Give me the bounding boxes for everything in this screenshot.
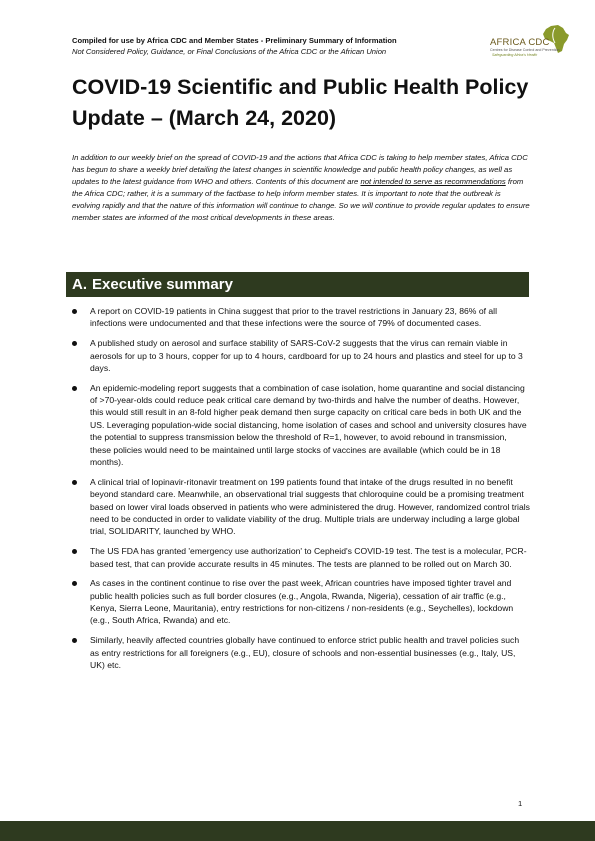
logo-name: AFRICA CDC xyxy=(490,37,550,48)
list-item-text: A report on COVID-19 patients in China suggest that prior to the travel restrictions in January 23, 86% of all infections were undocumented and that these infections were the source of 79% of documented cases. xyxy=(90,306,497,329)
list-item-text: A published study on aerosol and surface stability of SARS-CoV-2 suggests that the virus can remain viable in aerosols for up to 3 hours, copper for up to 4 hours, cardboard for up to 24 hours and plastics and steel for up to 3 days. xyxy=(90,338,523,373)
bullet-icon xyxy=(72,480,77,485)
intro-text-end: from the Africa CDC; rather, it is a summary of the factbase to help inform member states. It is important to note that the outbreak is evolving rapidly and that the nature of this information will continue to change. So we will continue to provide regular updates to ensure member states are informed of the most critical developments in these areas. xyxy=(72,177,530,223)
executive-summary-list xyxy=(72,305,530,679)
bullet-icon xyxy=(72,581,77,586)
section-heading-bar xyxy=(66,272,529,297)
logo-motto: Safeguarding Africa's Health xyxy=(492,53,538,57)
header-compiled-note: Compiled for use by Africa CDC and Member States - Preliminary Summary of Information xyxy=(72,36,397,45)
bullet-icon xyxy=(72,341,77,346)
list-item-text: Similarly, heavily affected countries globally have continued to enforce strict public health and travel policies such as entry restrictions for all foreigners (e.g., EU), closure of schools and non-essential businesses (e.g., Italy, US, UK) etc. xyxy=(90,635,520,670)
section-title: Executive summary xyxy=(92,276,233,293)
bullet-icon xyxy=(72,549,77,554)
list-item xyxy=(72,382,530,469)
list-item xyxy=(72,305,530,330)
intro-underlined-phrase: not intended to serve as recommendations xyxy=(360,177,506,187)
list-item xyxy=(72,337,530,374)
header-disclaimer: Not Considered Policy, Guidance, or Final Conclusions of the Africa CDC or the African Union xyxy=(72,47,387,56)
africa-cdc-logo xyxy=(490,24,572,64)
bullet-icon xyxy=(72,386,77,391)
list-item xyxy=(72,577,530,627)
list-item-text: As cases in the continent continue to rise over the past week, African countries have imposed tighter travel and public health policies such as full border closures (e.g., Angola, Rwanda, Nigeria), cessation of air traffic (e.g., Kenya, Sierra Leone, Mauritania), entry restrictions for non-citizens / non-residents (e.g., Seychelles), lockdown (e.g., South Africa, Rwanda) and etc. xyxy=(90,578,514,626)
list-item xyxy=(72,545,530,570)
footer-bar xyxy=(0,821,595,841)
page-title: COVID-19 Scientific and Public Health Policy Update – (March 24, 2020) xyxy=(72,75,529,130)
page-number: 1 xyxy=(518,799,523,808)
intro-paragraph xyxy=(72,152,530,225)
list-item-text: The US FDA has granted 'emergency use authorization' to Cepheid's COVID-19 test. The test is a molecular, PCR-based test, that can provide accurate results in 45 minutes. The tests are planned to be rolled out on March 30. xyxy=(90,546,527,569)
logo-tagline: Centres for Disease Control and Prevention xyxy=(490,48,560,52)
list-item xyxy=(72,476,530,538)
bullet-icon xyxy=(72,309,77,314)
list-item xyxy=(72,634,530,671)
list-item-text: An epidemic-modeling report suggests that a combination of case isolation, home quarantine and social distancing of >70-year-olds could reduce peak critical care demand by two-thirds and halve the number of deaths. However, this would still result in an 8-fold higher peak demand then surge capacity on critical care beds in both UK and the US. Leveraging population-wide social distancing, home isolation of cases and school and university closures have the potential to suppress transmission below the threshold of R=1, however, to avoid rebound in transmission, these policies would need to be maintained until large stocks of vaccines are available (which could be in 18 months). xyxy=(90,382,527,468)
section-letter: A. xyxy=(72,276,87,293)
intro-text-start: In addition to our weekly brief on the spread of COVID-19 and the actions that Africa CDC is taking to help member states, Africa CDC has begun to share a weekly brief detailing the latest changes in scientific knowledge and public health policy changes, as well as updates to the latest guidance from WHO and others. Contents of this document are xyxy=(72,153,528,187)
bullet-icon xyxy=(72,638,77,643)
list-item-text: A clinical trial of lopinavir-ritonavir treatment on 199 patients found that intake of the drugs resulted in no benefit beyond standard care. Meanwhile, an observational trial suggests that chloroquine could be a promising treatment based on lower viral loads observed in patients who were administered the drug. However, randomized control trials need to be conducted in order to validate viability of the drug. Multiple trials are underway including a large global trial, SOLIDARITY, launched by WHO. xyxy=(90,476,530,537)
